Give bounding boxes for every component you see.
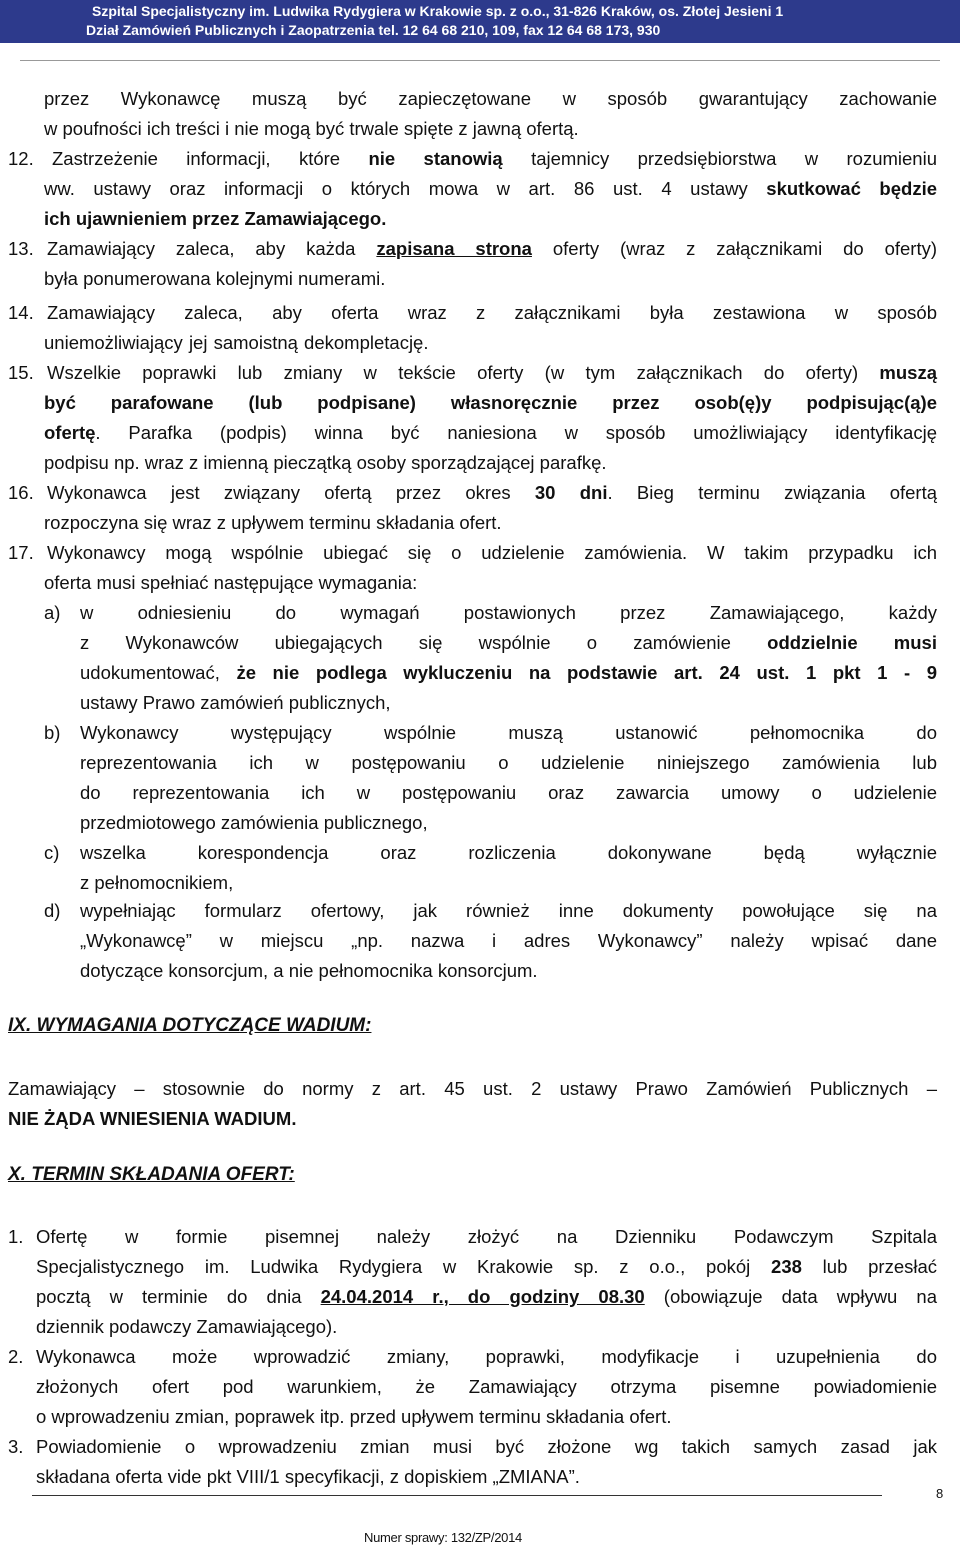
paragraph-line: NIE ŻĄDA WNIESIENIA WADIUM. (8, 1108, 297, 1129)
page-number: 8 (936, 1486, 944, 1501)
sublist-letter: a) (44, 602, 61, 623)
list-number: 13. (8, 238, 34, 259)
section-heading-wadium: IX. WYMAGANIA DOTYCZĄCE WADIUM: (8, 1015, 372, 1036)
paragraph-line: ich ujawnieniem przez Zamawiającego. (44, 208, 387, 229)
paragraph-line: do reprezentowania ich w postępowaniu oraz zawarcia umowy o udzielenie (80, 782, 937, 803)
paragraph-line: składana oferta vide pkt VIII/1 specyfikacji, z dopiskiem „ZMIANA”. (36, 1466, 580, 1487)
list-number: 2. (8, 1346, 24, 1367)
footer-divider (32, 1495, 882, 1496)
paragraph-line: o wprowadzeniu zmian, poprawek itp. przed upływem terminu składania ofert. (36, 1406, 672, 1427)
paragraph-line: Wykonawcy występujący wspólnie muszą ustanowić pełnomocnika do (80, 722, 937, 743)
paragraph-line: dziennik podawczy Zamawiającego). (36, 1316, 338, 1337)
list-number: 15. (8, 362, 34, 383)
header-divider (20, 60, 940, 61)
letterhead-line-1: Szpital Specjalistyczny im. Ludwika Rydygiera w Krakowie sp. z o.o., 31-826 Kraków, os. Złotej Jesieni 1 (92, 3, 784, 19)
paragraph-line: Wykonawca jest związany ofertą przez okres 30 dni. Bieg terminu związania ofertą (47, 482, 938, 503)
list-number: 1. (8, 1226, 24, 1247)
paragraph-line: podpisu np. wraz z imienną pieczątką osoby sporządzającej parafkę. (44, 452, 607, 473)
paragraph-line: być parafowane (lub podpisane) własnoręcznie przez osob(ę)y podpisując(ą)e (44, 392, 937, 413)
list-number: 14. (8, 302, 34, 323)
paragraph-line: udokumentować, że nie podlega wykluczeniu na podstawie art. 24 ust. 1 pkt 1 - 9 (80, 662, 937, 683)
paragraph-line: „Wykonawcę” w miejscu „np. nazwa i adres Wykonawcy” należy wpisać dane (80, 930, 937, 951)
list-number: 3. (8, 1436, 24, 1457)
paragraph-line: Wykonawcy mogą wspólnie ubiegać się o udzielenie zamówienia. W takim przypadku ich (47, 542, 937, 563)
case-number: Numer sprawy: 132/ZP/2014 (364, 1530, 522, 1545)
paragraph-line: była ponumerowana kolejnymi numerami. (44, 268, 386, 289)
paragraph-line: Zamawiający – stosownie do normy z art. 45 ust. 2 ustawy Prawo Zamówień Publicznych – (8, 1078, 937, 1099)
section-heading-termin: X. TERMIN SKŁADANIA OFERT: (8, 1164, 295, 1185)
paragraph-line: przez Wykonawcę muszą być zapieczętowane w sposób gwarantujący zachowanie (44, 88, 937, 109)
paragraph-line: wszelka korespondencja oraz rozliczenia dokonywane będą wyłącznie (80, 842, 937, 863)
paragraph-line: Ofertę w formie pisemnej należy złożyć na Dzienniku Podawczym Szpitala (36, 1226, 937, 1247)
paragraph-line: ustawy Prawo zamówień publicznych, (80, 692, 391, 713)
list-number: 12. (8, 148, 34, 169)
paragraph-line: dotyczące konsorcjum, a nie pełnomocnika konsorcjum. (80, 960, 538, 981)
paragraph-line: pocztą w terminie do dnia 24.04.2014 r., do godziny 08.30 (obowiązuje data wpływu na (36, 1286, 938, 1307)
sublist-letter: c) (44, 842, 60, 863)
paragraph-line: rozpoczyna się wraz z upływem terminu składania ofert. (44, 512, 502, 533)
sublist-letter: b) (44, 722, 61, 743)
sublist-letter: d) (44, 900, 61, 921)
paragraph-line: reprezentowania ich w postępowaniu o udzielenie niniejszego zamówienia lub (80, 752, 937, 773)
paragraph-line: Zamawiający zaleca, aby oferta wraz z załącznikami była zestawiona w sposób (47, 302, 937, 323)
letterhead-banner (0, 0, 960, 43)
paragraph-line: z Wykonawców ubiegających się wspólnie o zamówienie oddzielnie musi (80, 632, 937, 653)
letterhead-line-2: Dział Zamówień Publicznych i Zaopatrzenia tel. 12 64 68 210, 109, fax 12 64 68 173, 930 (86, 22, 661, 38)
paragraph-line: uniemożliwiający jej samoistną dekompletację. (44, 332, 429, 353)
paragraph-line: z pełnomocnikiem, (80, 872, 234, 893)
paragraph-line: oferta musi spełniać następujące wymagania: (44, 572, 418, 593)
paragraph-line: Zastrzeżenie informacji, które nie stanowią tajemnicy przedsiębiorstwa w rozumieniu (52, 148, 937, 169)
paragraph-line: w odniesieniu do wymagań postawionych przez Zamawiającego, każdy (80, 602, 937, 623)
paragraph-line: ofertę. Parafka (podpis) winna być naniesiona w sposób umożliwiający identyfikację (44, 422, 937, 443)
paragraph-line: ww. ustawy oraz informacji o których mowa w art. 86 ust. 4 ustawy skutkować będzie (44, 178, 937, 199)
paragraph-line: wypełniając formularz ofertowy, jak również inne dokumenty powołujące się na (80, 900, 937, 921)
paragraph-line: Powiadomienie o wprowadzeniu zmian musi być złożone wg takich samych zasad jak (36, 1436, 937, 1457)
paragraph-line: Specjalistycznego im. Ludwika Rydygiera w Krakowie sp. z o.o., pokój 238 lub przesłać (36, 1256, 938, 1277)
list-number: 17. (8, 542, 34, 563)
paragraph-line: przedmiotowego zamówienia publicznego, (80, 812, 428, 833)
paragraph-line: Wszelkie poprawki lub zmiany w tekście oferty (w tym załącznikach do oferty) muszą (47, 362, 937, 383)
list-number: 16. (8, 482, 34, 503)
paragraph-line: w poufności ich treści i nie mogą być trwale spięte z jawną ofertą. (44, 118, 579, 139)
paragraph-line: złożonych ofert pod warunkiem, że Zamawiający otrzyma pisemne powiadomienie (36, 1376, 937, 1397)
paragraph-line: Wykonawca może wprowadzić zmiany, poprawki, modyfikacje i uzupełnienia do (36, 1346, 937, 1367)
paragraph-line: Zamawiający zaleca, aby każda zapisana strona oferty (wraz z załącznikami do oferty) (47, 238, 937, 259)
